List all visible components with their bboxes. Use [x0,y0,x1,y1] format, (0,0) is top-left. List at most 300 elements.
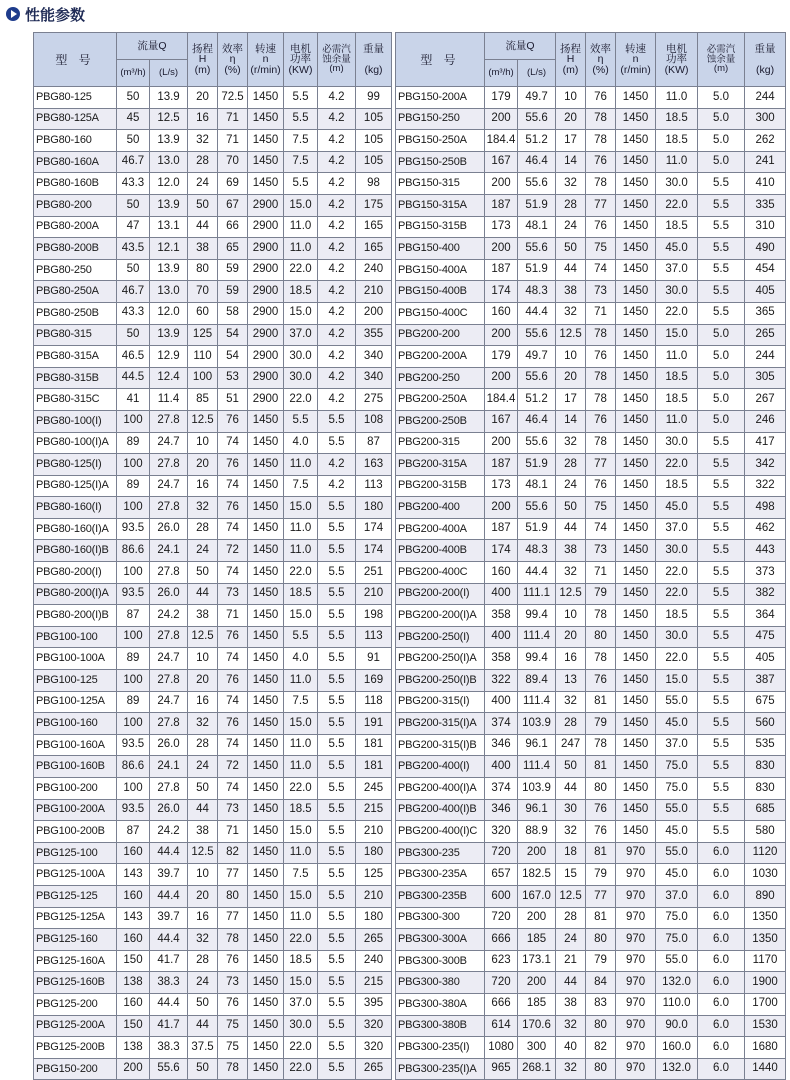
cell-efficiency: 76 [586,670,616,692]
table-row [396,562,786,584]
cell-head: 17 [556,130,586,152]
cell-model: PBG80-100(I)A [34,432,117,454]
cell-efficiency: 76 [586,151,616,173]
cell-efficiency: 69 [218,173,248,195]
cell-model: PBG200-200 [396,324,485,346]
cell-model: PBG200-400(I) [396,756,485,778]
cell-speed: 1450 [616,367,656,389]
header-weight: 重量 (kg) [356,33,392,87]
cell-speed: 1450 [248,540,284,562]
cell-flow-m3h: 47 [117,216,150,238]
table-row [34,194,392,216]
cell-head: 20 [188,87,218,109]
cell-npsh: 6.0 [698,993,745,1015]
table-row [34,713,392,735]
cell-head: 44 [556,518,586,540]
cell-efficiency: 78 [586,432,616,454]
table-row [34,410,392,432]
cell-weight: 305 [745,367,786,389]
cell-head: 24 [556,929,586,951]
cell-power: 18.5 [656,130,698,152]
cell-speed: 1450 [616,389,656,411]
cell-efficiency: 75 [586,238,616,260]
cell-flow-ls: 24.7 [150,691,188,713]
cell-speed: 1450 [248,151,284,173]
cell-head: 44 [556,778,586,800]
cell-speed: 970 [616,1015,656,1037]
table-row [396,540,786,562]
cell-flow-m3h: 100 [117,454,150,476]
cell-weight: 373 [745,562,786,584]
right-table-body [396,87,786,1080]
cell-head: 32 [556,1058,586,1080]
cell-head: 20 [188,670,218,692]
cell-flow-ls: 99.4 [518,605,556,627]
cell-efficiency: 71 [218,130,248,152]
cell-speed: 1450 [248,1037,284,1059]
cell-power: 55.0 [656,691,698,713]
cell-efficiency: 73 [218,972,248,994]
header-power: 电机 功率 (KW) [656,33,698,87]
cell-weight: 175 [356,194,392,216]
cell-flow-m3h: 720 [485,972,518,994]
cell-model: PBG300-380A [396,993,485,1015]
cell-speed: 1450 [248,410,284,432]
cell-head: 20 [556,367,586,389]
cell-head: 16 [188,108,218,130]
cell-model: PBG200-250(I)B [396,670,485,692]
cell-flow-m3h: 200 [485,238,518,260]
cell-efficiency: 75 [586,497,616,519]
table-row [34,756,392,778]
cell-weight: 180 [356,842,392,864]
cell-speed: 1450 [616,238,656,260]
cell-speed: 1450 [248,842,284,864]
table-row [34,454,392,476]
cell-head: 32 [556,1015,586,1037]
cell-speed: 1450 [616,410,656,432]
cell-npsh: 5.0 [698,389,745,411]
cell-weight: 355 [356,324,392,346]
cell-model: PBG200-400C [396,562,485,584]
cell-flow-m3h: 50 [117,259,150,281]
cell-flow-ls: 12.5 [150,108,188,130]
cell-speed: 1450 [616,216,656,238]
cell-flow-ls: 167.0 [518,885,556,907]
cell-weight: 181 [356,734,392,756]
cell-flow-m3h: 358 [485,605,518,627]
cell-efficiency: 76 [218,410,248,432]
cell-model: PBG100-125A [34,691,117,713]
cell-weight: 265 [356,1058,392,1080]
cell-speed: 1450 [616,151,656,173]
cell-flow-m3h: 657 [485,864,518,886]
cell-npsh: 5.0 [698,346,745,368]
cell-power: 11.0 [284,238,318,260]
cell-npsh: 5.5 [318,540,356,562]
cell-head: 38 [188,605,218,627]
cell-flow-m3h: 87 [117,821,150,843]
cell-npsh: 4.2 [318,454,356,476]
cell-flow-m3h: 100 [117,497,150,519]
cell-flow-ls: 55.6 [518,173,556,195]
cell-npsh: 5.5 [698,454,745,476]
cell-weight: 580 [745,821,786,843]
table-row [34,151,392,173]
cell-speed: 1450 [616,324,656,346]
cell-power: 30.0 [284,346,318,368]
cell-npsh: 5.5 [318,907,356,929]
table-row [396,259,786,281]
cell-speed: 1450 [616,259,656,281]
cell-flow-ls: 44.4 [150,993,188,1015]
cell-weight: 382 [745,583,786,605]
cell-npsh: 4.2 [318,389,356,411]
cell-flow-m3h: 200 [485,173,518,195]
cell-efficiency: 77 [218,864,248,886]
cell-model: PBG200-400 [396,497,485,519]
table-row [34,907,392,929]
cell-speed: 1450 [248,562,284,584]
cell-npsh: 4.2 [318,259,356,281]
cell-flow-ls: 39.7 [150,864,188,886]
cell-head: 16 [188,907,218,929]
cell-model: PBG200-250(I) [396,626,485,648]
cell-speed: 2900 [248,281,284,303]
cell-npsh: 5.5 [698,778,745,800]
cell-flow-ls: 13.9 [150,259,188,281]
cell-flow-m3h: 89 [117,432,150,454]
cell-head: 44 [188,216,218,238]
cell-efficiency: 71 [586,562,616,584]
cell-flow-m3h: 46.5 [117,346,150,368]
table-row [396,670,786,692]
cell-flow-m3h: 666 [485,993,518,1015]
cell-speed: 1450 [248,648,284,670]
cell-flow-m3h: 43.3 [117,302,150,324]
cell-power: 37.0 [656,518,698,540]
cell-flow-ls: 111.4 [518,691,556,713]
table-row [34,475,392,497]
cell-flow-m3h: 184.4 [485,389,518,411]
cell-efficiency: 78 [218,1058,248,1080]
cell-model: PBG200-315A [396,454,485,476]
cell-flow-m3h: 187 [485,454,518,476]
cell-flow-ls: 111.4 [518,626,556,648]
cell-npsh: 6.0 [698,950,745,972]
cell-npsh: 5.5 [698,302,745,324]
cell-power: 18.5 [656,367,698,389]
cell-weight: 165 [356,216,392,238]
cell-flow-ls: 111.4 [518,756,556,778]
cell-flow-m3h: 167 [485,410,518,432]
section-title [6,2,85,26]
cell-power: 11.0 [656,151,698,173]
cell-model: PBG150-400A [396,259,485,281]
cell-weight: 246 [745,410,786,432]
cell-speed: 1450 [248,497,284,519]
cell-efficiency: 73 [586,281,616,303]
cell-head: 44 [556,259,586,281]
cell-efficiency: 79 [586,583,616,605]
cell-power: 7.5 [284,864,318,886]
cell-speed: 1450 [248,454,284,476]
cell-efficiency: 78 [586,389,616,411]
cell-weight: 265 [356,929,392,951]
cell-power: 30.0 [656,540,698,562]
table-row [396,799,786,821]
cell-flow-m3h: 160 [117,885,150,907]
table-row [396,993,786,1015]
cell-model: PBG80-200B [34,238,117,260]
cell-npsh: 5.5 [698,562,745,584]
cell-power: 11.0 [284,842,318,864]
cell-power: 37.0 [656,259,698,281]
cell-flow-ls: 46.4 [518,151,556,173]
cell-npsh: 5.5 [698,821,745,843]
cell-npsh: 5.5 [318,756,356,778]
cell-flow-ls: 24.1 [150,756,188,778]
cell-flow-ls: 24.2 [150,821,188,843]
cell-power: 22.0 [284,929,318,951]
cell-head: 32 [188,929,218,951]
cell-model: PBG300-300B [396,950,485,972]
cell-efficiency: 77 [218,907,248,929]
cell-power: 22.0 [656,194,698,216]
cell-flow-ls: 26.0 [150,583,188,605]
cell-power: 55.0 [656,950,698,972]
cell-power: 15.0 [284,713,318,735]
cell-weight: 210 [356,281,392,303]
cell-npsh: 5.5 [318,778,356,800]
cell-power: 5.5 [284,87,318,109]
cell-efficiency: 76 [218,670,248,692]
cell-power: 90.0 [656,1015,698,1037]
cell-flow-m3h: 160 [117,929,150,951]
cell-head: 32 [188,713,218,735]
cell-speed: 1450 [248,907,284,929]
cell-head: 24 [556,216,586,238]
cell-weight: 405 [745,648,786,670]
cell-flow-m3h: 43.5 [117,238,150,260]
table-row [34,302,392,324]
cell-power: 18.5 [656,108,698,130]
cell-model: PBG80-125A [34,108,117,130]
cell-speed: 1450 [248,475,284,497]
cell-model: PBG300-300A [396,929,485,951]
cell-speed: 1450 [248,713,284,735]
cell-model: PBG80-160B [34,173,117,195]
cell-model: PBG200-315(I)B [396,734,485,756]
cell-npsh: 5.0 [698,367,745,389]
cell-npsh: 5.0 [698,410,745,432]
cell-speed: 1450 [248,821,284,843]
table-row [34,929,392,951]
cell-weight: 267 [745,389,786,411]
cell-npsh: 5.5 [698,475,745,497]
cell-npsh: 5.5 [698,648,745,670]
cell-npsh: 5.5 [318,648,356,670]
cell-power: 30.0 [656,281,698,303]
cell-flow-ls: 185 [518,929,556,951]
cell-head: 80 [188,259,218,281]
cell-power: 5.5 [284,108,318,130]
cell-speed: 1450 [616,454,656,476]
table-row [34,605,392,627]
cell-model: PBG80-160(I)A [34,518,117,540]
cell-flow-m3h: 43.3 [117,173,150,195]
cell-speed: 1450 [248,799,284,821]
cell-power: 75.0 [656,929,698,951]
cell-weight: 180 [356,497,392,519]
cell-speed: 1450 [248,87,284,109]
cell-model: PBG100-200A [34,799,117,821]
table-row [396,216,786,238]
cell-power: 18.5 [656,475,698,497]
cell-power: 11.0 [284,454,318,476]
cell-speed: 970 [616,864,656,886]
cell-flow-m3h: 200 [485,108,518,130]
cell-weight: 1350 [745,907,786,929]
cell-speed: 1450 [616,821,656,843]
cell-efficiency: 81 [586,691,616,713]
cell-head: 32 [556,173,586,195]
cell-model: PBG150-315B [396,216,485,238]
cell-power: 22.0 [284,778,318,800]
cell-flow-ls: 39.7 [150,907,188,929]
performance-table-right [395,32,786,1080]
cell-flow-m3h: 187 [485,259,518,281]
cell-flow-ls: 48.3 [518,281,556,303]
cell-npsh: 5.5 [698,670,745,692]
cell-npsh: 5.5 [318,626,356,648]
cell-flow-ls: 55.6 [518,238,556,260]
cell-flow-m3h: 138 [117,972,150,994]
cell-model: PBG125-100A [34,864,117,886]
cell-weight: 830 [745,778,786,800]
cell-npsh: 4.2 [318,130,356,152]
table-row [396,583,786,605]
cell-weight: 244 [745,346,786,368]
cell-model: PBG80-315A [34,346,117,368]
cell-weight: 265 [745,324,786,346]
cell-model: PBG125-160A [34,950,117,972]
cell-weight: 1350 [745,929,786,951]
cell-flow-m3h: 374 [485,713,518,735]
cell-power: 11.0 [656,87,698,109]
cell-speed: 1450 [248,950,284,972]
cell-weight: 340 [356,346,392,368]
cell-power: 30.0 [656,173,698,195]
cell-flow-m3h: 173 [485,216,518,238]
cell-power: 55.0 [656,799,698,821]
cell-flow-ls: 38.3 [150,1037,188,1059]
cell-npsh: 5.5 [318,691,356,713]
cell-npsh: 5.5 [318,799,356,821]
cell-efficiency: 80 [218,885,248,907]
table-row [396,950,786,972]
cell-model: PBG100-200 [34,778,117,800]
cell-efficiency: 71 [218,605,248,627]
cell-npsh: 5.5 [318,993,356,1015]
table-row [34,346,392,368]
cell-efficiency: 77 [586,194,616,216]
table-row [34,367,392,389]
cell-flow-ls: 96.1 [518,799,556,821]
cell-flow-m3h: 46.7 [117,151,150,173]
cell-weight: 365 [745,302,786,324]
cell-power: 30.0 [656,626,698,648]
cell-speed: 1450 [616,108,656,130]
cell-flow-m3h: 50 [117,130,150,152]
cell-flow-ls: 200 [518,842,556,864]
cell-model: PBG200-200A [396,346,485,368]
cell-npsh: 6.0 [698,972,745,994]
cell-npsh: 5.5 [698,626,745,648]
cell-npsh: 5.5 [318,1037,356,1059]
cell-head: 10 [556,605,586,627]
cell-weight: 462 [745,518,786,540]
cell-speed: 1450 [616,540,656,562]
cell-model: PBG125-160 [34,929,117,951]
cell-head: 70 [188,281,218,303]
cell-model: PBG125-100 [34,842,117,864]
header-model: 型 号 [396,33,485,87]
cell-model: PBG125-160B [34,972,117,994]
cell-head: 16 [188,475,218,497]
cell-flow-ls: 51.9 [518,194,556,216]
cell-npsh: 5.5 [318,929,356,951]
cell-speed: 1450 [616,691,656,713]
cell-model: PBG80-125(I) [34,454,117,476]
cell-efficiency: 78 [586,605,616,627]
cell-speed: 1450 [616,583,656,605]
cell-weight: 1680 [745,1037,786,1059]
cell-flow-ls: 13.9 [150,87,188,109]
cell-flow-ls: 46.4 [518,410,556,432]
cell-weight: 335 [745,194,786,216]
cell-flow-ls: 48.1 [518,475,556,497]
section-title-text: 性能参数 [25,5,86,24]
cell-speed: 1450 [616,605,656,627]
cell-flow-m3h: 965 [485,1058,518,1080]
cell-head: 20 [188,885,218,907]
table-row [396,1015,786,1037]
cell-efficiency: 71 [218,108,248,130]
header-flow: 流量Q [117,33,188,60]
cell-model: PBG150-400B [396,281,485,303]
cell-power: 45.0 [656,713,698,735]
cell-npsh: 6.0 [698,842,745,864]
cell-npsh: 5.5 [318,497,356,519]
table-row [34,238,392,260]
table-row [396,1037,786,1059]
cell-flow-m3h: 100 [117,410,150,432]
cell-flow-ls: 44.4 [150,885,188,907]
cell-head: 44 [188,583,218,605]
cell-flow-m3h: 187 [485,518,518,540]
cell-npsh: 5.5 [698,691,745,713]
cell-head: 50 [188,562,218,584]
cell-model: PBG150-200A [396,87,485,109]
cell-flow-ls: 55.6 [518,367,556,389]
cell-power: 18.5 [656,216,698,238]
cell-weight: 210 [356,885,392,907]
header-speed: 转速 n (r/min) [616,33,656,87]
cell-head: 50 [556,756,586,778]
cell-weight: 322 [745,475,786,497]
cell-flow-m3h: 50 [117,324,150,346]
